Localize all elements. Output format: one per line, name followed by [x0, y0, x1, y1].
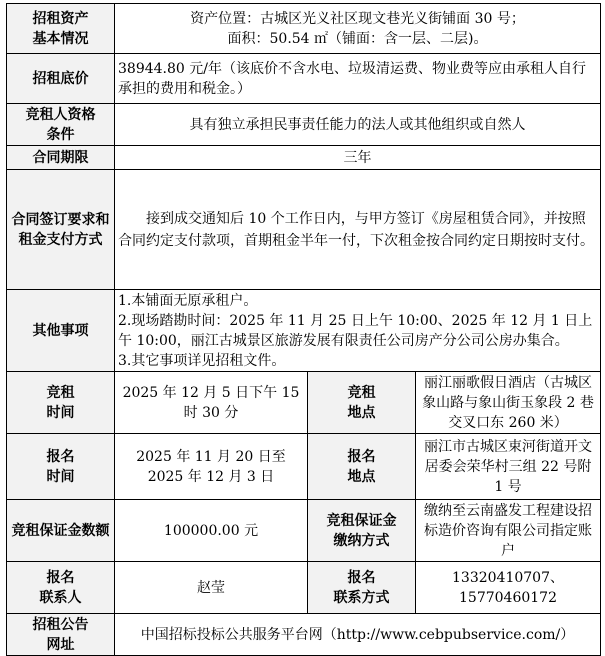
asset-info-value	[115, 4, 601, 54]
contact-phone-value: 13320410707、15770460172	[416, 562, 601, 614]
row-contract-term	[7, 146, 601, 170]
other-item-1: 1.本铺面无原承租户。	[118, 292, 258, 309]
contact-phone-label: 报名 联系方式	[308, 562, 416, 614]
registration-place-value: 丽江市古城区束河街道开文居委会荣华村三组 22 号附 1 号	[416, 434, 601, 500]
row-signing-payment	[7, 170, 601, 290]
other-item-2: 2.现场踏勘时间：2025 年 11 月 25 日上午 10:00、2025 年 12 月 1 日上午 10:00，丽江古城景区旅游发展有限责任公司房产分公司公房办集合。	[118, 312, 593, 349]
contract-term-label: 合同期限	[7, 146, 115, 170]
bidding-place-label: 竞租 地点	[308, 372, 416, 434]
contact-person-value: 赵莹	[115, 562, 308, 614]
bidding-time-label: 竞租 时间	[7, 372, 115, 434]
row-reserve-price	[7, 54, 601, 104]
reserve-price-label: 招租底价	[7, 54, 115, 104]
website-value: 中国招标投标公共服务平台网（http://www.cebpubservice.com/）	[115, 614, 601, 656]
contact-person-label: 报名 联系人	[7, 562, 115, 614]
deposit-amount-value: 100000.00 元	[115, 500, 308, 562]
website-label: 招租公告 网址	[7, 614, 115, 656]
row-qualification	[7, 104, 601, 146]
other-matters-value	[115, 290, 601, 372]
deposit-method-value: 缴纳至云南盛发工程建设招标造价咨询有限公司指定账户	[416, 500, 601, 562]
registration-time-value: 2025 年 11 月 20 日至 2025 年 12 月 3 日	[115, 434, 308, 500]
asset-location: 资产位置：古城区光义社区现文巷光义街铺面 30 号；	[190, 10, 525, 27]
bidding-time-value: 2025 年 12 月 5 日下午 15 时 30 分	[115, 372, 308, 434]
bidding-place-value: 丽江丽歌假日酒店（古城区象山路与象山街玉象段 2 巷交叉口东 260 米）	[416, 372, 601, 434]
row-contact	[7, 562, 601, 614]
asset-area: 面积：50.54 ㎡（铺面：含一层、二层)。	[227, 30, 488, 47]
tender-info-table	[6, 3, 601, 656]
row-other-matters	[7, 290, 601, 372]
other-matters-label: 其他事项	[7, 290, 115, 372]
reserve-price-value: 38944.80 元/年（该底价不含水电、垃圾清运费、物业费等应由承租人自行承担的费用和税金。）	[115, 54, 601, 104]
registration-place-label: 报名 地点	[308, 434, 416, 500]
qualification-label: 竞租人资格 条件	[7, 104, 115, 146]
contract-term-value: 三年	[115, 146, 601, 170]
row-bidding	[7, 372, 601, 434]
other-item-3: 3.其它事项详见招租文件。	[118, 352, 286, 369]
deposit-method-label: 竞租保证金 缴纳方式	[308, 500, 416, 562]
asset-info-label: 招租资产 基本情况	[7, 4, 115, 54]
deposit-amount-label: 竞租保证金数额	[7, 500, 115, 562]
row-website	[7, 614, 601, 656]
registration-time-label: 报名 时间	[7, 434, 115, 500]
row-asset-info	[7, 4, 601, 54]
row-registration	[7, 434, 601, 500]
signing-payment-label: 合同签订要求和 租金支付方式	[7, 170, 115, 290]
row-deposit	[7, 500, 601, 562]
signing-payment-value: 接到成交通知后 10 个工作日内，与甲方签订《房屋租赁合同》，并按照合同约定支付款项，首期租金半年一付，下次租金按合同约定日期按时支付。	[115, 170, 601, 290]
qualification-value: 具有独立承担民事责任能力的法人或其他组织或自然人	[115, 104, 601, 146]
